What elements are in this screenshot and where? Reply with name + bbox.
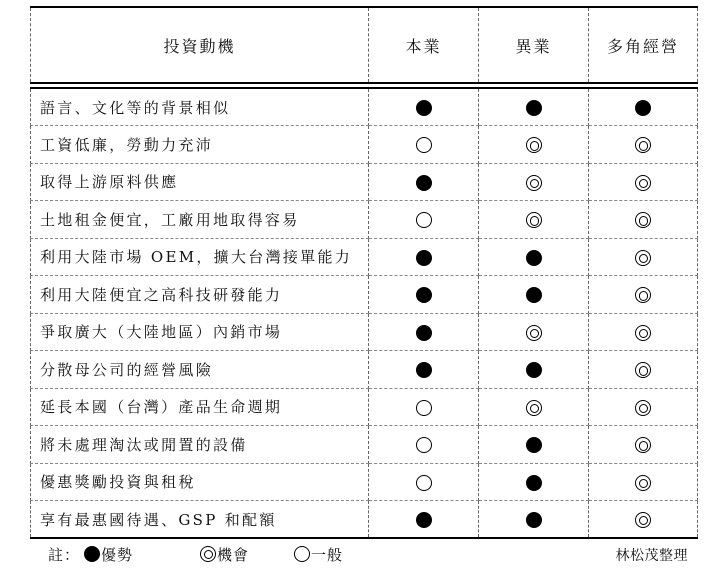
- rating-cell: [369, 276, 479, 314]
- filled-circle-icon: [416, 512, 432, 528]
- rating-cell: [589, 126, 698, 164]
- header-diversified: 多角經營: [589, 7, 698, 83]
- filled-circle-icon: [526, 250, 542, 266]
- empty-circle-icon: [416, 212, 432, 228]
- table-row: [31, 313, 698, 351]
- motive-cell: 分散母公司的經營風險: [31, 351, 369, 389]
- table-row: [31, 126, 698, 164]
- rating-cell: [589, 238, 698, 276]
- rating-cell: [589, 313, 698, 351]
- rating-cell: [369, 388, 479, 426]
- empty-circle-icon: [416, 475, 432, 491]
- investment-motive-table-container: [30, 6, 697, 539]
- double-circle-icon: [526, 175, 542, 191]
- rating-cell: [369, 163, 479, 201]
- rating-cell: [589, 463, 698, 501]
- rating-cell: [589, 501, 698, 539]
- rating-cell: [589, 388, 698, 426]
- motive-cell: 將未處理淘汰或閒置的設備: [31, 426, 369, 464]
- rating-cell: [369, 426, 479, 464]
- filled-circle-icon: [526, 287, 542, 303]
- rating-cell: [479, 351, 589, 389]
- table-row: [31, 388, 698, 426]
- legend-chance-label: 機會: [217, 546, 250, 564]
- double-circle-icon: [635, 137, 651, 153]
- double-circle-icon: [635, 437, 651, 453]
- double-circle-icon: [526, 400, 542, 416]
- header-row: [31, 7, 698, 83]
- rating-cell: [479, 201, 589, 239]
- rating-cell: [369, 501, 479, 539]
- header-motive: 投資動機: [31, 7, 369, 83]
- double-circle-icon: [635, 325, 651, 341]
- table-row: [31, 463, 698, 501]
- filled-circle-icon: [526, 100, 542, 116]
- double-circle-icon: [526, 212, 542, 228]
- double-circle-icon: [635, 175, 651, 191]
- filled-circle-icon: [526, 475, 542, 491]
- filled-circle-icon: [416, 362, 432, 378]
- rating-cell: [589, 163, 698, 201]
- motive-cell: 取得上游原料供應: [31, 163, 369, 201]
- filled-circle-icon: [84, 546, 100, 562]
- header-core-business: 本業: [369, 7, 479, 83]
- motive-cell: 工資低廉，勞動力充沛: [31, 126, 369, 164]
- double-circle-icon: [635, 250, 651, 266]
- double-circle-icon: [635, 212, 651, 228]
- legend-weak-label: 一般: [311, 546, 344, 564]
- rating-cell: [369, 238, 479, 276]
- rating-cell: [479, 163, 589, 201]
- filled-circle-icon: [416, 325, 432, 341]
- motive-cell: 延長本國（台灣）產品生命週期: [31, 388, 369, 426]
- legend-chance: [200, 544, 249, 565]
- empty-circle-icon: [294, 546, 310, 562]
- table-body: [31, 88, 698, 538]
- double-circle-icon: [635, 475, 651, 491]
- motive-cell: 利用大陸市場 OEM，擴大台灣接單能力: [31, 238, 369, 276]
- rating-cell: [369, 201, 479, 239]
- rating-cell: [589, 426, 698, 464]
- rating-cell: [479, 88, 589, 126]
- rating-cell: [369, 351, 479, 389]
- rating-cell: [369, 313, 479, 351]
- motive-cell: 語言、文化等的背景相似: [31, 88, 369, 126]
- legend: [48, 544, 688, 564]
- investment-motive-table: [30, 6, 698, 539]
- table-row: [31, 276, 698, 314]
- rating-cell: [479, 426, 589, 464]
- rating-cell: [369, 88, 479, 126]
- rating-cell: [589, 201, 698, 239]
- table-row: [31, 501, 698, 539]
- double-circle-icon: [635, 512, 651, 528]
- rating-cell: [479, 238, 589, 276]
- legend-weak: [294, 544, 343, 565]
- rating-cell: [589, 351, 698, 389]
- motive-cell: 利用大陸便宜之高科技研發能力: [31, 276, 369, 314]
- table-row: [31, 351, 698, 389]
- rating-cell: [589, 276, 698, 314]
- motive-cell: 土地租金便宜，工廠用地取得容易: [31, 201, 369, 239]
- rating-cell: [479, 126, 589, 164]
- double-circle-icon: [200, 546, 216, 562]
- header-different-business: 異業: [479, 7, 589, 83]
- table-row: [31, 163, 698, 201]
- table-row: [31, 88, 698, 126]
- empty-circle-icon: [416, 400, 432, 416]
- legend-strong-label: 優勢: [101, 546, 134, 564]
- double-circle-icon: [635, 400, 651, 416]
- filled-circle-icon: [526, 437, 542, 453]
- rating-cell: [479, 276, 589, 314]
- legend-prefix: 註：: [48, 546, 81, 564]
- rating-cell: [479, 501, 589, 539]
- rating-cell: [479, 313, 589, 351]
- rating-cell: [369, 463, 479, 501]
- filled-circle-icon: [416, 100, 432, 116]
- table-row: [31, 238, 698, 276]
- double-circle-icon: [635, 287, 651, 303]
- rating-cell: [479, 388, 589, 426]
- filled-circle-icon: [416, 250, 432, 266]
- compiler-credit: 林松茂整理: [615, 548, 688, 564]
- table-row: [31, 426, 698, 464]
- double-circle-icon: [526, 137, 542, 153]
- filled-circle-icon: [416, 287, 432, 303]
- legend-strong: [84, 544, 133, 565]
- rating-cell: [369, 126, 479, 164]
- table-row: [31, 201, 698, 239]
- rating-cell: [589, 88, 698, 126]
- motive-cell: 享有最惠國待遇、GSP 和配額: [31, 501, 369, 539]
- filled-circle-icon: [635, 100, 651, 116]
- double-circle-icon: [526, 325, 542, 341]
- rating-cell: [479, 463, 589, 501]
- empty-circle-icon: [416, 137, 432, 153]
- double-circle-icon: [635, 362, 651, 378]
- motive-cell: 優惠獎勵投資與租稅: [31, 463, 369, 501]
- filled-circle-icon: [526, 362, 542, 378]
- empty-circle-icon: [416, 437, 432, 453]
- filled-circle-icon: [416, 175, 432, 191]
- motive-cell: 爭取廣大（大陸地區）內銷市場: [31, 313, 369, 351]
- filled-circle-icon: [526, 512, 542, 528]
